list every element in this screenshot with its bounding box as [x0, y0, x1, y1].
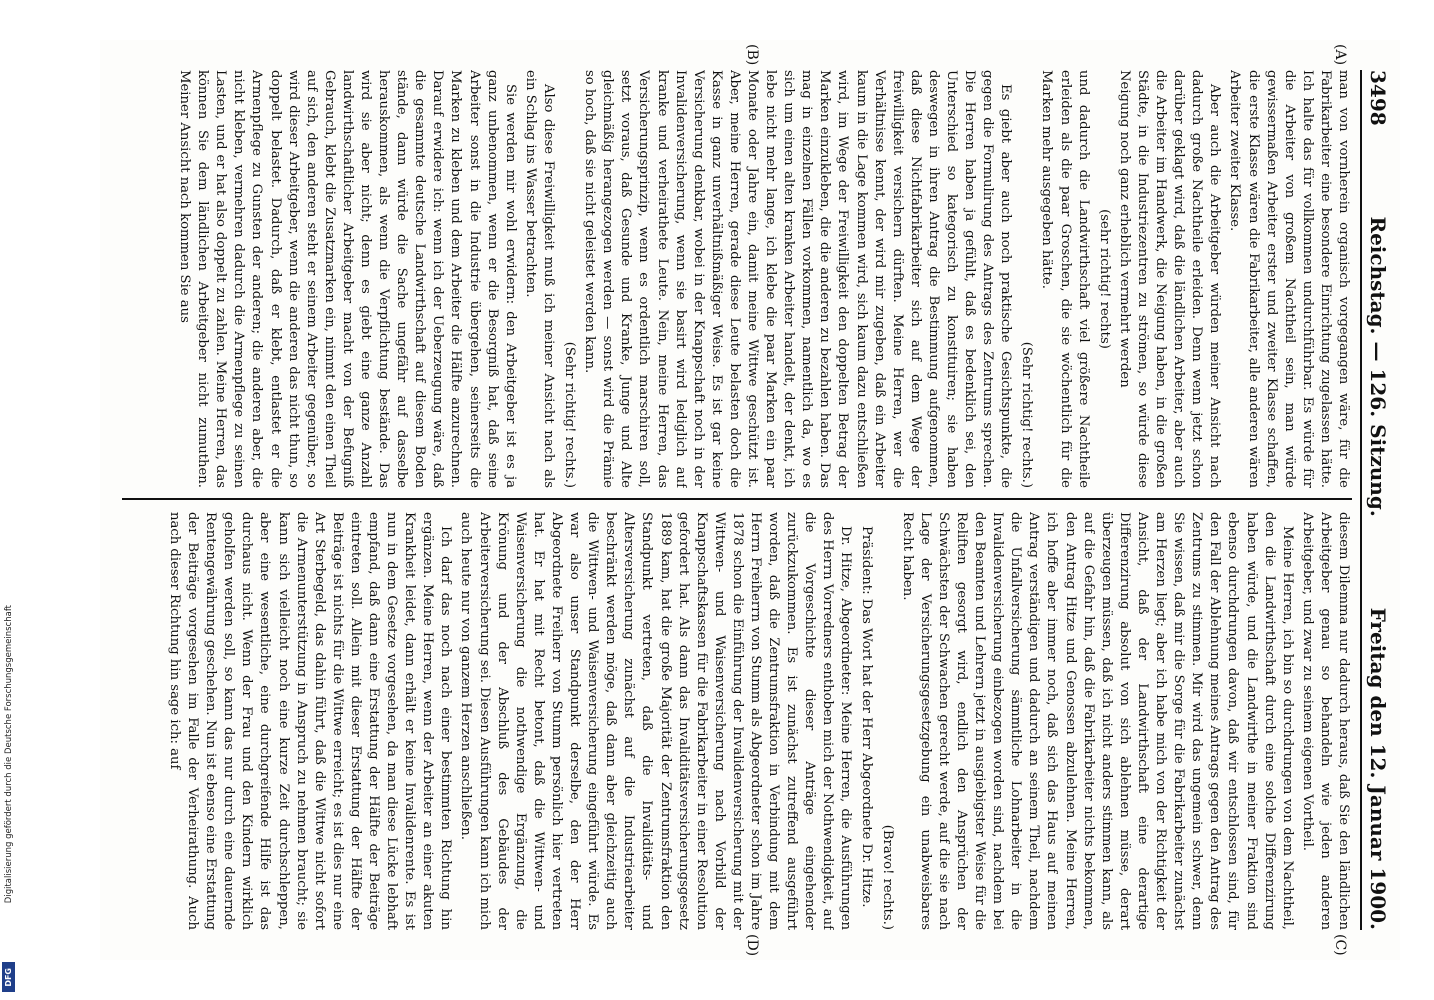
right-column	[122, 512, 1352, 930]
left-paragraph-4: Es giebt aber auch noch praktische Gesichtspunkte, die gegen die Formulirung des Antrags des Zentrums sprechen. Die Herren haben ja gefühlt, daß es bedenklich sei, den Unterschied so kategorisch zu konstituiren; sie haben deswegen in ihren Antrag die Bestimmung aufgenommen, daß diese Nichtfabrikarbeiter sich auf dem Wege der freiwilligkeit versichern dürften. Meine Herren, wer die Verhältnisse kennt, der wird mir zugeben, daß ein Arbeiter kaum in die Lage kommen wird, sich kaum dazu entschließen wird, im Wege der Freiwilligkeit den doppelten Betrag der Marken einzukleben, die die anderen zu bezahlen haben. Das mag in einzelnen Fällen vorkommen, namentlich da, wo es sich um einen alten kranken Arbeiter handelt, der denkt, ich lebe nicht mehr lange, ich klebe die paar Marken ein paar Monate oder Jahre ein, damit meine Wittwe geschützt ist. Aber, meine Herren, gerade diese Leute belasten doch die Kasse in ganz unverhältnißmäßiger Weise. Es ist gar keine Versicherung denkbar, wobei in der Knappschaft noch in der Invalidenversicherung, wenn sie basirt wird lediglich auf kranke und verheirathete Leute. Nein, meine Herren, das Versicherungsprinzip, wenn es ordentlich marschiren soll, setzt voraus, daß Gesunde und Kranke, Junge und Alte gleichmäßig herangezogen werden — sonst wird die Prämie so hoch, daß sie nicht geleistet werden kann.	[582, 70, 1014, 488]
left-aside-3: (Sehr richtig! rechts.)	[562, 341, 578, 488]
margin-letter-a: (A)	[1332, 44, 1348, 66]
dfg-logo	[2, 962, 15, 992]
left-paragraph-1: man von vornherein organisch vorgegangen wäre, für die Fabrikarbeiter eine besondere Einrichtung zugelassen hätte. Ich halte das für vollkommen undurchführbar. Es würde für die Arbeiter von großem Nachtheil sein, man würde gewissermaßen Arbeiter erster und zweiter Klasse schaffen, die erste Klasse wären die Fabrikarbeiter, alle anderen wären Arbeiter zweiter Klasse.	[1227, 70, 1351, 488]
page-number: 3498	[1366, 70, 1390, 126]
scanned-page	[100, 40, 1400, 960]
digitization-credit: Digitalisierung gefördert durch die Deutsche Forschungsgemeinschaft	[4, 605, 14, 904]
right-paragraph-1: diesem Dilemma nur dadurch heraus, daß Sie den ländlichen Arbeitgeber genau so behandeln wie jeden anderen Arbeitgeber, und zwar zu seinem eigenen Vortheil.	[1299, 512, 1351, 930]
dfg-logo-text: DFG	[4, 967, 13, 987]
right-paragraph-5: Ich darf das noch nach einer bestimmten Richtung hin ergänzen. Meine Herren, wenn der Arbeiter an einer akuten Krankheit leidet, dann erhält er keine Invalidenrente. Es ist nun in dem Gesetze vorgesehen, da man diese Lücke lebhaft empfand, daß dann eine Erstattung der Hälfte der Beiträge eintreten soll. Allein mit dieser Erstattung der Hälfte der Beiträge ist nichts für die Wittwe erreicht; es ist dies nur eine Art Sterbegeld, das dahin führt, daß die Wittwe nicht sofort die Armenunterstützung in Anspruch zu nehmen braucht; sie kann sich vielleicht noch eine kurze Zeit durchschleppen, aber eine wesentliche, eine durchgreifende Hilfe ist das durchaus nicht. Wenn der Frau und den Kindern wirklich geholfen werden soll, so kann das nur durch eine dauernde Rentengewährung geschehen. Nun ist ebenso eine Erstattung der Beiträge vorgesehen im Falle der Verheirathung. Auch nach dieser Richtung hin sage ich: auf	[167, 512, 454, 930]
header-date: Freitag den 12. Januar 1900.	[1366, 607, 1390, 930]
margin-letter-c: (C)	[1332, 934, 1348, 956]
right-paragraph-2: Meine Herren, ich bin so durchdrungen von dem Nachtheil, den die Landwirthschaft durch eine solche Differenzirung haben würde, und die Landwirthe in meiner Fraktion sind ebenso durchdrungen davon, daß wir entschlossen sind, für den Fall der Ablehnung meines Antrags gegen den Antrag des Zentrums zu stimmen. Mir wird das ungemein schwer, denn Sie wissen, daß mir die Sorge für die Fabrikarbeiter zunächst am Herzen liegt; aber ich habe mich von der Richtigkeit der Ansicht, daß der Landwirthschaft eine derartige Differenzirung absolut von sich ablehnen müsse, derart überzeugen müssen, daß ich nicht anders stimmen kann, als auf die Gefahr hin, daß die Fabrikarbeiter nichts bekommen, den Antrag Hitze und Genossen abzulehnen. Meine Herren, ich hoffe aber immer noch, daß sich das Haus auf meinen Antrag verständigen und dadurch an seinem Theil, nachdem die Unfallversicherung sämmtliche Lohnarbeiter in die Invalidenversicherung einbezogen worden sind, nachdem bei den Beamten und Lehrern jetzt in ausgiebigster Weise für die Reliften gesorgt wird, endlich den Ansprüchen der Schwächsten der Schwachen gerecht werde, auf die sie nach Lage der Versicherungsgesetzgebung ein unabweisbares Recht haben.	[899, 512, 1295, 930]
left-aside-2: (Sehr richtig! rechts.)	[1019, 341, 1035, 488]
right-paragraph-president: Präsident: Das Wort hat der Herr Abgeordnete Dr. Hitze.	[858, 526, 874, 908]
header-title: Reichstag. — 126. Sitzung.	[1366, 216, 1390, 517]
column-divider	[122, 498, 1352, 500]
margin-letter-d: (D)	[744, 934, 760, 957]
left-paragraph-2: Aber auch die Arbeitgeber würden meiner Ansicht nach dadurch große Nachtheile erleiden. Denn wenn jetzt schon darüber geklagt wird, daß die ländlichen Arbeiter, aber auch die Arbeiter im Handwerk, die Neigung haben, in die großen Städte, in die Industriezentren zu strömen, so würde diese Neigung noch ganz erheblich vermehrt werden	[1116, 70, 1223, 488]
left-aside-1: (sehr richtig! rechts)	[1096, 209, 1112, 349]
left-paragraph-5: Also diese Freiwilligkeit muß ich meiner Ansicht nach als ein Schlag ins Wasser betrachten.	[522, 70, 556, 488]
right-aside-1: (Bravo! rechts.)	[879, 824, 895, 930]
margin-letter-b: (B)	[744, 44, 760, 66]
left-paragraph-3: und dadurch die Landwirthschaft viel größere Nachtheile erleiden als die paar Groschen, die sie wöchentlich für die Marken mehr ausgegeben hätte.	[1039, 70, 1091, 488]
left-column	[122, 70, 1352, 488]
right-paragraph-hitze: Dr. Hitze, Abgeordneter: Meine Herren, die Ausführungen des Herrn Vorredners enthoben mich der Nothwendigkeit, auf die Vorgeschichte dieser Anträge eingehender zurückzukommen. Es ist zunächst zutreffend ausgeführt worden, daß die Zentrumsfraktion in Verbindung mit dem Herrn Freiherrn von Stumm als Abgeordneter schon im Jahre 1878 schon die Einführung der Invalidenversicherung mit der Wittwen- und Waisenversicherung nach Vorbild der Knappschaftskassen für die Fabrikarbeiter in einer Resolution gefordert hat. Als dann das Invaliditätsversicherungsgesetz 1889 kam, hat die große Majorität der Zentrumsfraktion den Standpunkt vertreten, daß die Invaliditäts- und Altersversicherung zunächst auf die Industriearbeiter beschränkt werden möge, daß dann aber gleichzeitig auch die Wittwen- und Waisenversicherung eingeführt würde. Es war also unser Standpunkt derselbe, den der Herr Abgeordnete Freiherr von Stumm persönlich hier vertreten hat. Er hat mit Recht betont, daß die Wittwen- und Waisenversicherung die nothwendige Ergänzung, die Krönung und der Abschluß des Gebäudes der Arbeiterversicherung sei. Diesen Ausführungen kann ich mich auch heute nur von ganzem Herzen anschließen.	[458, 512, 854, 930]
left-paragraph-6: Sie werden mir wohl erwidern: den Arbeitgeber ist es ja ganz unbenommen, wenn er die Besorgniß hat, daß seine Arbeiter sonst in die Industrie übergehen, seinerseits die Marken zu kleben und dem Arbeiter die Hälfte anzurechnen. Darauf erwidere ich: wenn ich der Ueberzeugung wäre, daß die gesammte deutsche Landwirthschaft auf diesem Boden stände, dann würde die Sache ungefähr auf dasselbe herauskommen, als wenn die Verpflichtung bestände. Das wird sie aber nicht; denn es giebt eine ganze Anzahl landwirthschaftlicher Arbeitgeber macht von der Befugniß Gebrauch, klebt die Zusatzmarken ein, nimmt den einen Theil auf sich, den anderen steht er seinem Arbeiter gegenüber, so wird dieser Arbeitgeber, wenn die anderen das nicht thun, so doppelt belastet. Dadurch, daß er klebt, entlastet er die Armenpflege zu Gunsten der anderen; die anderen aber, die nicht kleben, vermehren dadurch die Armenpflege zu seinen Lasten, und er hat also doppelt zu zahlen. Meine Herren, das können Sie dem ländlichen Arbeitgeber nicht zumuthen. Meiner Ansicht nach kommen Sie aus	[177, 70, 518, 488]
header-rule	[1360, 70, 1362, 930]
page-header	[1366, 70, 1400, 930]
